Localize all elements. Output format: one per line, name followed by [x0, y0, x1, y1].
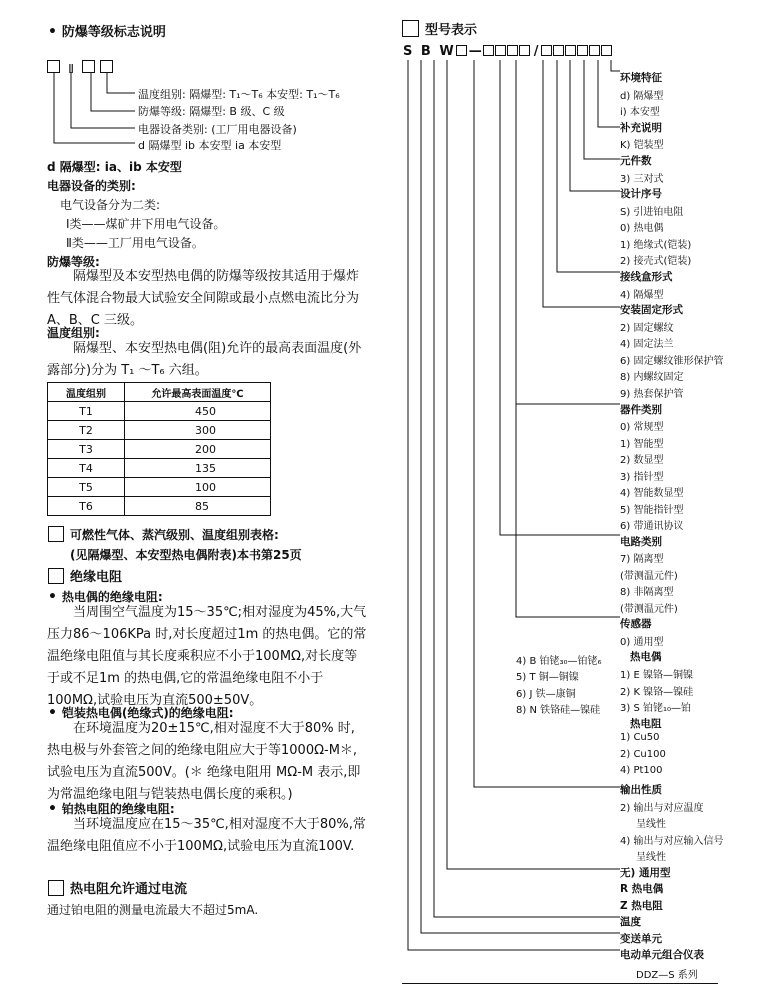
temp-group-title: 温度组别: — [47, 326, 100, 340]
code-item-temp-group: 温度组别: 隔爆型: T₁～T₆ 本安型: T₁～T₆ — [138, 88, 340, 101]
list-item: S) 引进铂电阻 — [620, 207, 684, 218]
list-item: i) 本安型 — [620, 107, 660, 118]
list-item: 电动单元组合仪表 — [620, 949, 704, 961]
list-item: 1) Cu50 — [620, 732, 660, 743]
list-item: 呈线性 — [636, 852, 666, 863]
list-item: 温度 — [620, 916, 641, 928]
list-item: 1) 智能型 — [620, 439, 664, 450]
list-item: 4) 固定法兰 — [620, 339, 674, 350]
list-item: 5) 智能指针型 — [620, 505, 684, 516]
table-cell: 200 — [125, 440, 271, 459]
current-text: 通过铂电阻的测量电流最大不超过5mA. — [47, 903, 259, 917]
list-item: (带测温元件) — [620, 604, 678, 615]
tc-type-t: 5) T 铜—铜镍 — [516, 672, 579, 683]
section-heading-explosion: • 防爆等级标志说明 — [48, 24, 166, 40]
grade-title: 防爆等级: — [47, 255, 100, 269]
list-item: 安装固定形式 — [620, 304, 683, 316]
list-item: 3) 指针型 — [620, 472, 664, 483]
list-item: 器件类别 — [620, 404, 662, 416]
insulation-heading: 绝缘电阻 — [48, 566, 122, 585]
armor-insulation-title: • 铠装热电偶(绝缘式)的绝缘电阻: — [48, 705, 234, 721]
table-row — [48, 421, 271, 440]
table-row — [48, 478, 271, 497]
list-item: 6) 固定螺纹锥形保护管 — [620, 356, 724, 367]
list-item: 1) E 镍铬—铜镍 — [620, 670, 693, 681]
list-item: K) 铠装型 — [620, 140, 664, 151]
current-heading: 热电阻允许通过电流 — [48, 878, 187, 897]
list-item: 4) 隔爆型 — [620, 290, 664, 301]
code-item-types: d 隔爆型 ib 本安型 ia 本安型 — [138, 139, 282, 152]
list-item: 热电偶 — [630, 651, 662, 663]
list-item: 2) 固定螺纹 — [620, 323, 674, 334]
table-row — [48, 497, 271, 516]
grade-text: 隔爆型及本安型热电偶的防爆等级按其适用于爆炸性气体混合物最大试验安全间隙或最小点燃电流比分为A、B、C 三级。 — [47, 269, 360, 328]
armor-insulation-text: 在环境温度为20±15℃,相对湿度不大于80% 时,热电极与外套管之间的绝缘电阻应大于等1000Ω-M＊,试验电压为直流500V。(＊ 绝缘电阻用 MΩ-M 表示,即为常温绝缘电阻与铠装热电偶长度的乘积。) — [47, 721, 361, 802]
list-item: 9) 热套保护管 — [620, 389, 684, 400]
gas-table-ref: (见隔爆型、本安型热电偶附表)本书第25页 — [70, 548, 302, 562]
model-tree-connectors — [400, 58, 625, 958]
list-item: 4) Pt100 — [620, 765, 663, 776]
list-item: 2) Cu100 — [620, 749, 666, 760]
table-cell: T4 — [48, 459, 125, 478]
tc-type-n: 8) N 铁铬硅—镍硅 — [516, 705, 601, 716]
table-row — [48, 459, 271, 478]
temperature-table — [47, 382, 271, 516]
checkbox-icon — [48, 526, 64, 542]
list-item: 传感器 — [620, 618, 652, 630]
table-header-row — [48, 383, 271, 402]
pt-insulation-title: • 铂热电阻的绝缘电阻: — [48, 801, 175, 817]
list-item: 呈线性 — [636, 819, 666, 830]
gas-table-note: 可燃性气体、蒸汽级别、温度组别表格: — [48, 526, 279, 543]
list-item: 接线盒形式 — [620, 271, 673, 283]
list-item: 7) 隔离型 — [620, 554, 664, 565]
code-mark-connectors — [40, 70, 140, 150]
list-item: 补充说明 — [620, 122, 662, 134]
table-cell: 85 — [125, 497, 271, 516]
table-cell: T2 — [48, 421, 125, 440]
tc-insulation-text: 当周围空气温度为15～35℃;相对湿度为45%,大气压力86～106KPa 时,对长度超过1m 的热电偶。它的常温绝缘电阻值与其长度乘积应不小于100MΩ,对长度等于或不足1m 的热电偶,它的常温绝缘电阻不小于100MΩ,试验电压为直流500±50V。 — [47, 605, 367, 708]
list-item: 无) 通用型 — [620, 867, 671, 879]
pt-insulation-text: 当环境温度应在15～35℃,相对湿度不大于80%,常温绝缘电阻值应不小于100MΩ,试验电压为直流100V. — [47, 817, 366, 854]
table-row — [48, 402, 271, 421]
table-cell: 300 — [125, 421, 271, 440]
d-type-line: d 隔爆型: ia、ib 本安型 — [47, 160, 182, 174]
checkbox-icon — [48, 880, 64, 896]
table-cell: T6 — [48, 497, 125, 516]
list-item: (带测温元件) — [620, 571, 678, 582]
table-cell: 450 — [125, 402, 271, 421]
model-code: S B W — / — [403, 44, 613, 59]
list-item: DDZ—S 系列 — [636, 970, 698, 981]
list-item: R 热电偶 — [620, 883, 664, 895]
list-item: 8) 内螺纹固定 — [620, 372, 684, 383]
tc-type-j: 6) J 铁—康铜 — [516, 689, 576, 700]
list-item: 热电阻 — [630, 718, 662, 730]
category-1: Ⅰ类——煤矿井下用电气设备。 — [66, 217, 226, 231]
table-cell: T3 — [48, 440, 125, 459]
list-item: 4) 智能数显型 — [620, 488, 684, 499]
list-item: 4) 输出与对应输入信号 — [620, 836, 724, 847]
list-item: 2) K 镍铬—镍硅 — [620, 687, 694, 698]
category-title: 电器设备的类别: — [47, 179, 136, 193]
list-item: 2) 输出与对应温度 — [620, 803, 704, 814]
list-item: 元件数 — [620, 155, 652, 167]
list-item: 0) 通用型 — [620, 637, 664, 648]
code-item-category: 电器设备类别: (工厂用电器设备) — [138, 123, 297, 136]
list-item: 环境特征 — [620, 72, 662, 84]
list-item: 输出性质 — [620, 784, 662, 796]
tc-type-b: 4) B 铂铑₃₀—铂铑₆ — [516, 656, 602, 667]
bottom-rule — [402, 983, 718, 984]
list-item: 0) 热电偶 — [620, 223, 664, 234]
model-heading: 型号表示 — [402, 19, 477, 38]
checkbox-icon — [48, 568, 64, 584]
list-item: d) 隔爆型 — [620, 91, 664, 102]
explosion-code-mark: Ⅱ — [47, 58, 113, 77]
category-intro: 电气设备分为二类: — [60, 198, 161, 212]
list-item: 变送单元 — [620, 933, 662, 945]
tc-insulation-title: • 热电偶的绝缘电阻: — [48, 589, 163, 605]
list-item: 3) 三对式 — [620, 174, 664, 185]
list-item: 1) 绝缘式(铠装) — [620, 240, 692, 251]
table-cell: 100 — [125, 478, 271, 497]
list-item: 8) 非隔离型 — [620, 587, 674, 598]
table-cell: T5 — [48, 478, 125, 497]
list-item: 电路类别 — [620, 536, 662, 548]
code-item-grade: 防爆等级: 隔爆型: B 级、C 级 — [138, 105, 285, 118]
list-item: 0) 常规型 — [620, 422, 664, 433]
category-2: Ⅱ类——工厂用电气设备。 — [66, 236, 204, 250]
table-header: 允许最高表面温度℃ — [125, 383, 271, 402]
table-cell: 135 — [125, 459, 271, 478]
list-item: Z 热电阻 — [620, 900, 663, 912]
table-cell: T1 — [48, 402, 125, 421]
list-item: 6) 带通讯协议 — [620, 521, 684, 532]
temp-group-text: 隔爆型、本安型热电偶(阻)允许的最高表面温度(外露部分)分为 T₁ ～T₆ 六组。 — [47, 341, 362, 378]
list-item: 设计序号 — [620, 188, 662, 200]
table-row — [48, 440, 271, 459]
table-header: 温度组别 — [48, 383, 125, 402]
list-item: 3) S 铂铑₁₀—铂 — [620, 703, 691, 714]
list-item: 2) 数显型 — [620, 455, 664, 466]
checkbox-icon — [402, 20, 419, 37]
list-item: 2) 接壳式(铠装) — [620, 256, 692, 267]
